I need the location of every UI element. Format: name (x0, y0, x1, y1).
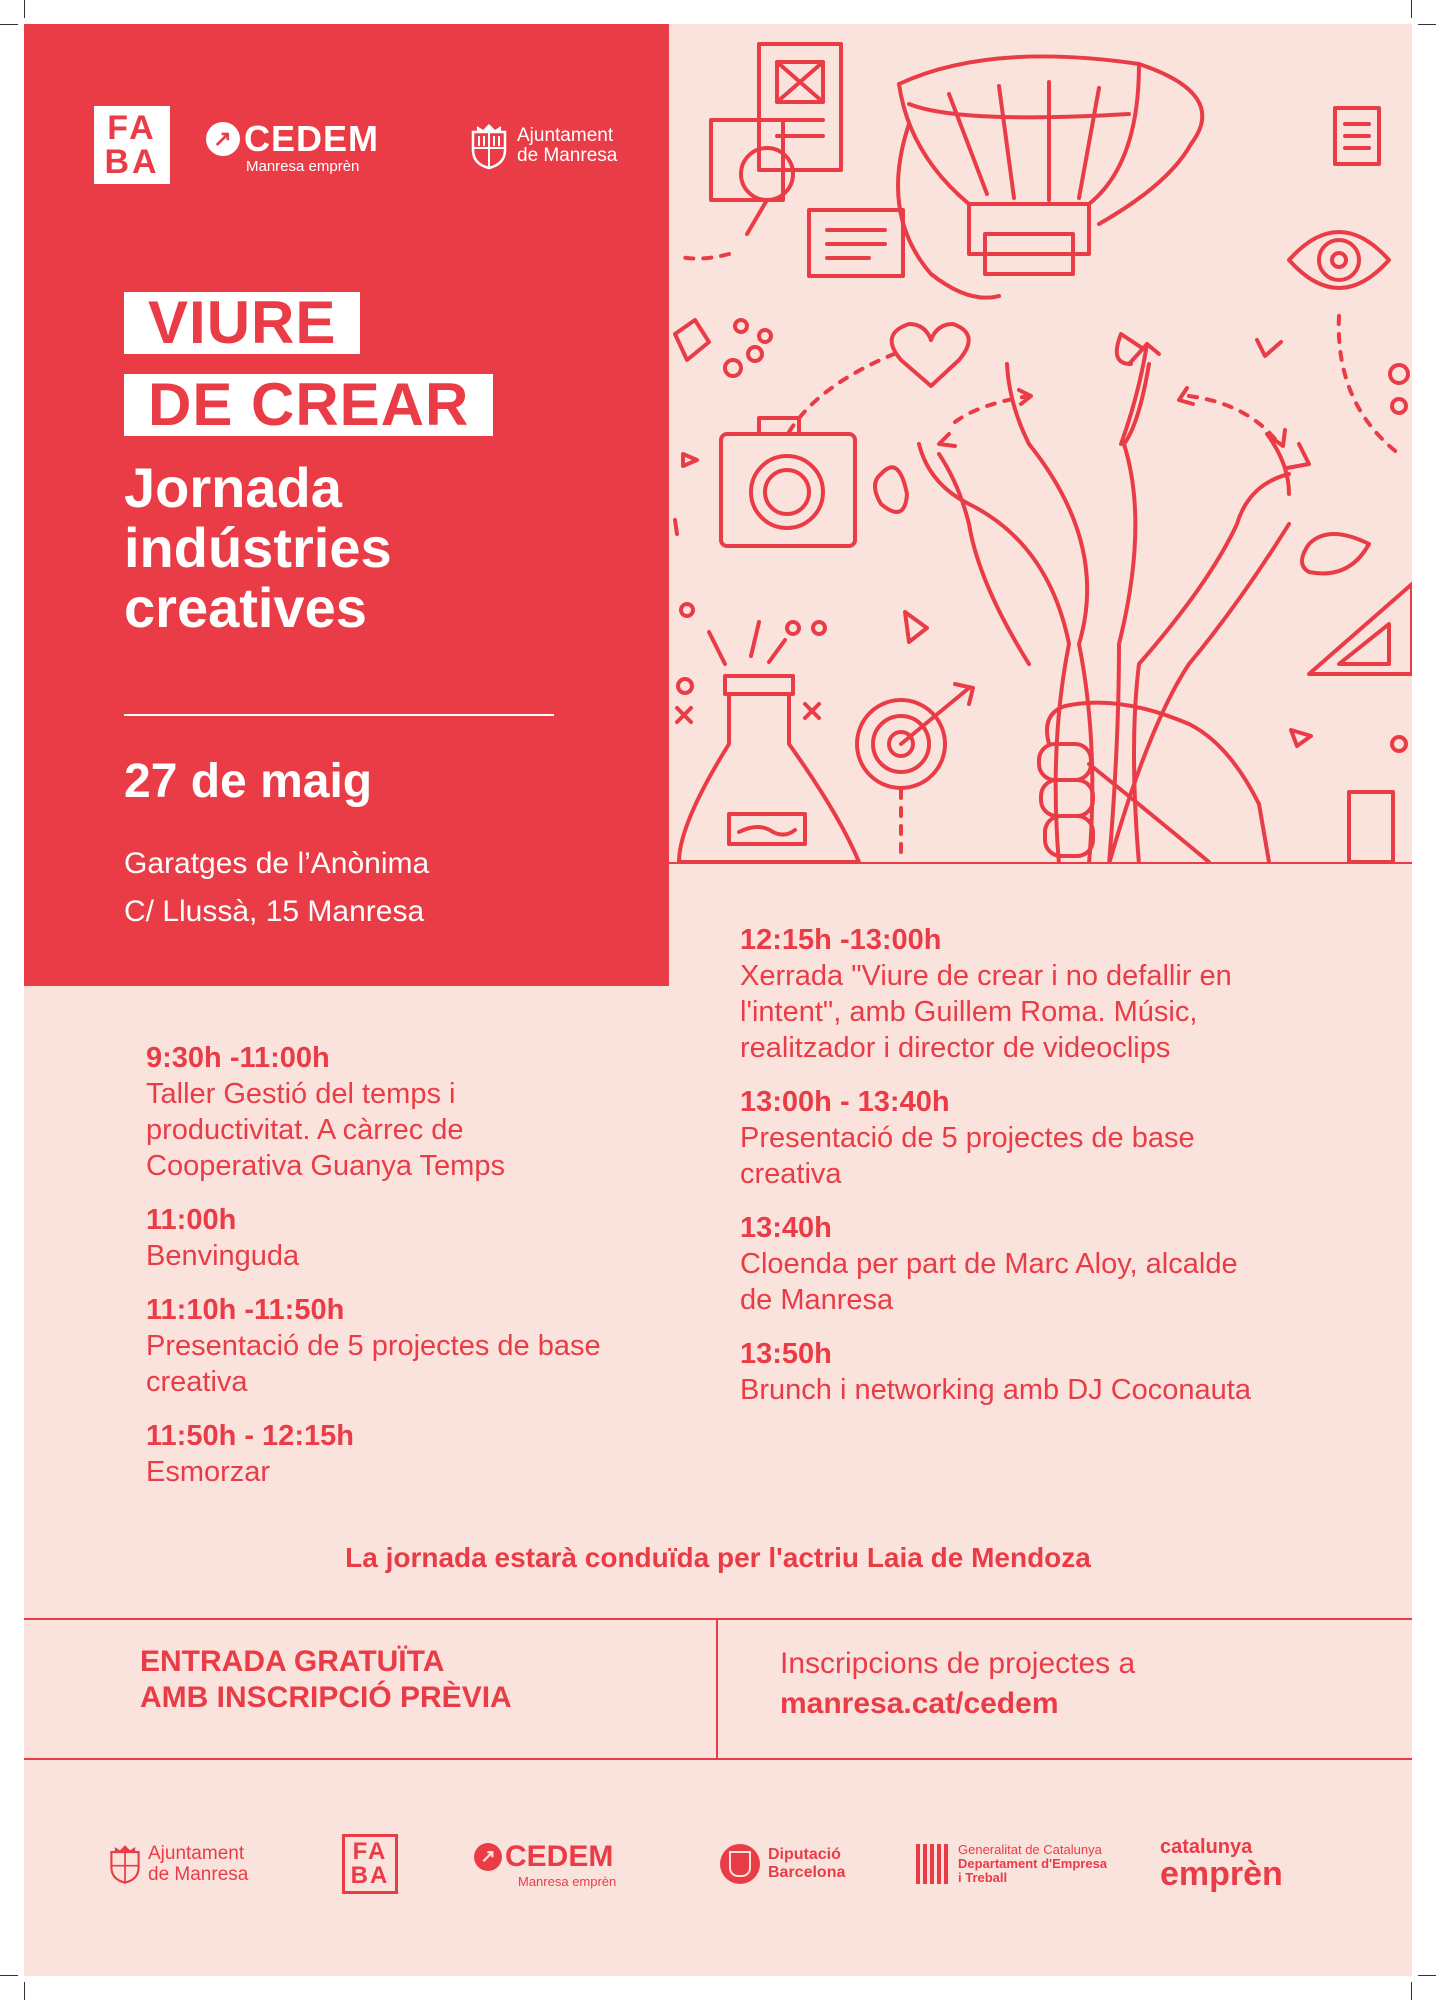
schedule-desc: Presentació de 5 projectes de base creativa (146, 1330, 601, 1398)
inscriptions (780, 1644, 1135, 1724)
hero-panel (24, 24, 669, 986)
schedule-desc: Presentació de 5 projectes de base creativa (740, 1122, 1195, 1190)
venue-address: C/ Llussà, 15 Manresa (124, 895, 425, 928)
free-entry-line2: AMB INSCRIPCIÓ PRÈVIA (140, 1681, 512, 1714)
sponsor-ajuntament-line1: Ajuntament (148, 1843, 245, 1864)
footer-top-rule (24, 1618, 1412, 1620)
schedule-time: 11:00h (146, 1204, 237, 1236)
schedule-item (146, 1292, 616, 1400)
inscriptions-link[interactable]: manresa.cat/cedem (780, 1687, 1059, 1720)
title-line-1: VIURE (124, 292, 360, 354)
crop-mark (1418, 24, 1436, 25)
sponsor-cedem-sub: Manresa emprèn (518, 1873, 617, 1889)
sponsor-generalitat-line2: Departament d'Empresa (958, 1856, 1108, 1871)
sponsor-catalunya-line2: emprèn (1160, 1855, 1283, 1893)
footer-bottom-rule (24, 1758, 1412, 1760)
schedule-desc: Benvinguda (146, 1240, 300, 1272)
title-line-2: DE CREAR (124, 374, 493, 436)
venue (124, 840, 429, 936)
sponsor-diputacio-line2: Barcelona (768, 1864, 846, 1881)
poster (24, 24, 1412, 1976)
schedule-item (740, 1084, 1260, 1192)
sponsor-ajuntament-line2: de Manresa (148, 1864, 249, 1885)
sponsor-faba (342, 1824, 398, 1904)
crop-mark (0, 1975, 18, 1976)
schedule-time: 13:50h (740, 1338, 832, 1370)
shield-icon (469, 122, 509, 170)
free-entry-line1: ENTRADA GRATUÏTA (140, 1645, 445, 1678)
inscriptions-text: Inscripcions de projectes a (780, 1647, 1136, 1680)
crop-mark (1411, 1982, 1412, 2000)
sponsor-logos (24, 1824, 1412, 1904)
divider (124, 714, 554, 716)
schedule-desc: Cloenda per part de Marc Aloy, alcalde de Manresa (740, 1248, 1238, 1316)
footer-divider (716, 1620, 718, 1758)
sponsor-catalunya-line1: catalunya (1160, 1836, 1253, 1858)
crop-mark (24, 0, 25, 18)
sponsor-catalunya-empren (1160, 1824, 1283, 1904)
schedule-desc: Brunch i networking amb DJ Coconauta (740, 1374, 1251, 1406)
sponsor-cedem-text: CEDEM (505, 1839, 614, 1873)
sponsor-ajuntament (108, 1824, 248, 1904)
ajuntament-logo (469, 122, 617, 170)
schedule-right (740, 922, 1260, 1426)
ajuntament-logo-line2: de Manresa (517, 145, 618, 166)
crop-mark (1418, 1975, 1436, 1976)
sponsor-cedem (474, 1824, 616, 1904)
magnifier-icon (741, 148, 793, 200)
illustration-baseline (669, 862, 1412, 864)
senyera-icon (916, 1844, 950, 1884)
crop-mark (0, 24, 18, 25)
free-entry (140, 1644, 512, 1716)
schedule-item (146, 1202, 616, 1274)
schedule-item (146, 1418, 616, 1490)
creative-illustration (669, 24, 1412, 862)
crop-mark (24, 1982, 25, 2000)
schedule-item (146, 1040, 616, 1184)
ajuntament-logo-line1: Ajuntament (517, 125, 614, 146)
event-subtitle: Jornada indústries creatives (124, 456, 392, 639)
schedule-time: 12:15h -13:00h (740, 924, 942, 956)
sponsor-generalitat (916, 1824, 1107, 1904)
event-date: 27 de maig (124, 755, 373, 808)
host-announcement: La jornada estarà conduïda per l'actriu Laia de Mendoza (345, 1542, 1091, 1573)
schedule-time: 11:50h - 12:15h (146, 1420, 354, 1452)
diputacio-emblem-icon (720, 1844, 760, 1884)
cedem-logo-text: CEDEM (244, 118, 380, 159)
schedule-desc: Taller Gestió del temps i productivitat. A càrrec de Cooperativa Guanya Temps (146, 1078, 505, 1182)
schedule-time: 11:10h -11:50h (146, 1294, 345, 1326)
crop-mark (1411, 0, 1412, 18)
sponsor-faba-text: FA BA (342, 1834, 398, 1894)
schedule-time: 13:40h (740, 1212, 832, 1244)
sponsor-generalitat-line1: Generalitat de Catalunya (958, 1842, 1102, 1857)
schedule-item (740, 1210, 1260, 1318)
sponsor-diputacio (720, 1824, 845, 1904)
leaf-icon (875, 467, 907, 512)
arrow-icon: ↗ (474, 1843, 502, 1871)
schedule-item (740, 1336, 1260, 1408)
venue-name: Garatges de l’Anònima (124, 847, 430, 880)
faba-logo: FA BA (94, 106, 170, 184)
schedule-desc: Esmorzar (146, 1456, 271, 1488)
schedule-left (146, 1040, 616, 1508)
schedule-time: 13:00h - 13:40h (740, 1086, 950, 1118)
arrow-icon: ↗ (206, 122, 240, 156)
cedem-logo-sub: Manresa emprèn (246, 158, 360, 175)
flask-icon (679, 694, 859, 862)
schedule-desc: Xerrada "Viure de crear i no defallir en l'intent", amb Guillem Roma. Músic, realitzador i director de videoclips (740, 960, 1232, 1064)
schedule-time: 9:30h -11:00h (146, 1042, 330, 1074)
cedem-logo (206, 118, 379, 175)
schedule-item (740, 922, 1260, 1066)
sponsor-diputacio-line1: Diputació (768, 1846, 841, 1863)
heart-icon (892, 324, 969, 386)
sponsor-generalitat-line3: i Treball (958, 1870, 1008, 1885)
shield-icon (108, 1842, 142, 1886)
